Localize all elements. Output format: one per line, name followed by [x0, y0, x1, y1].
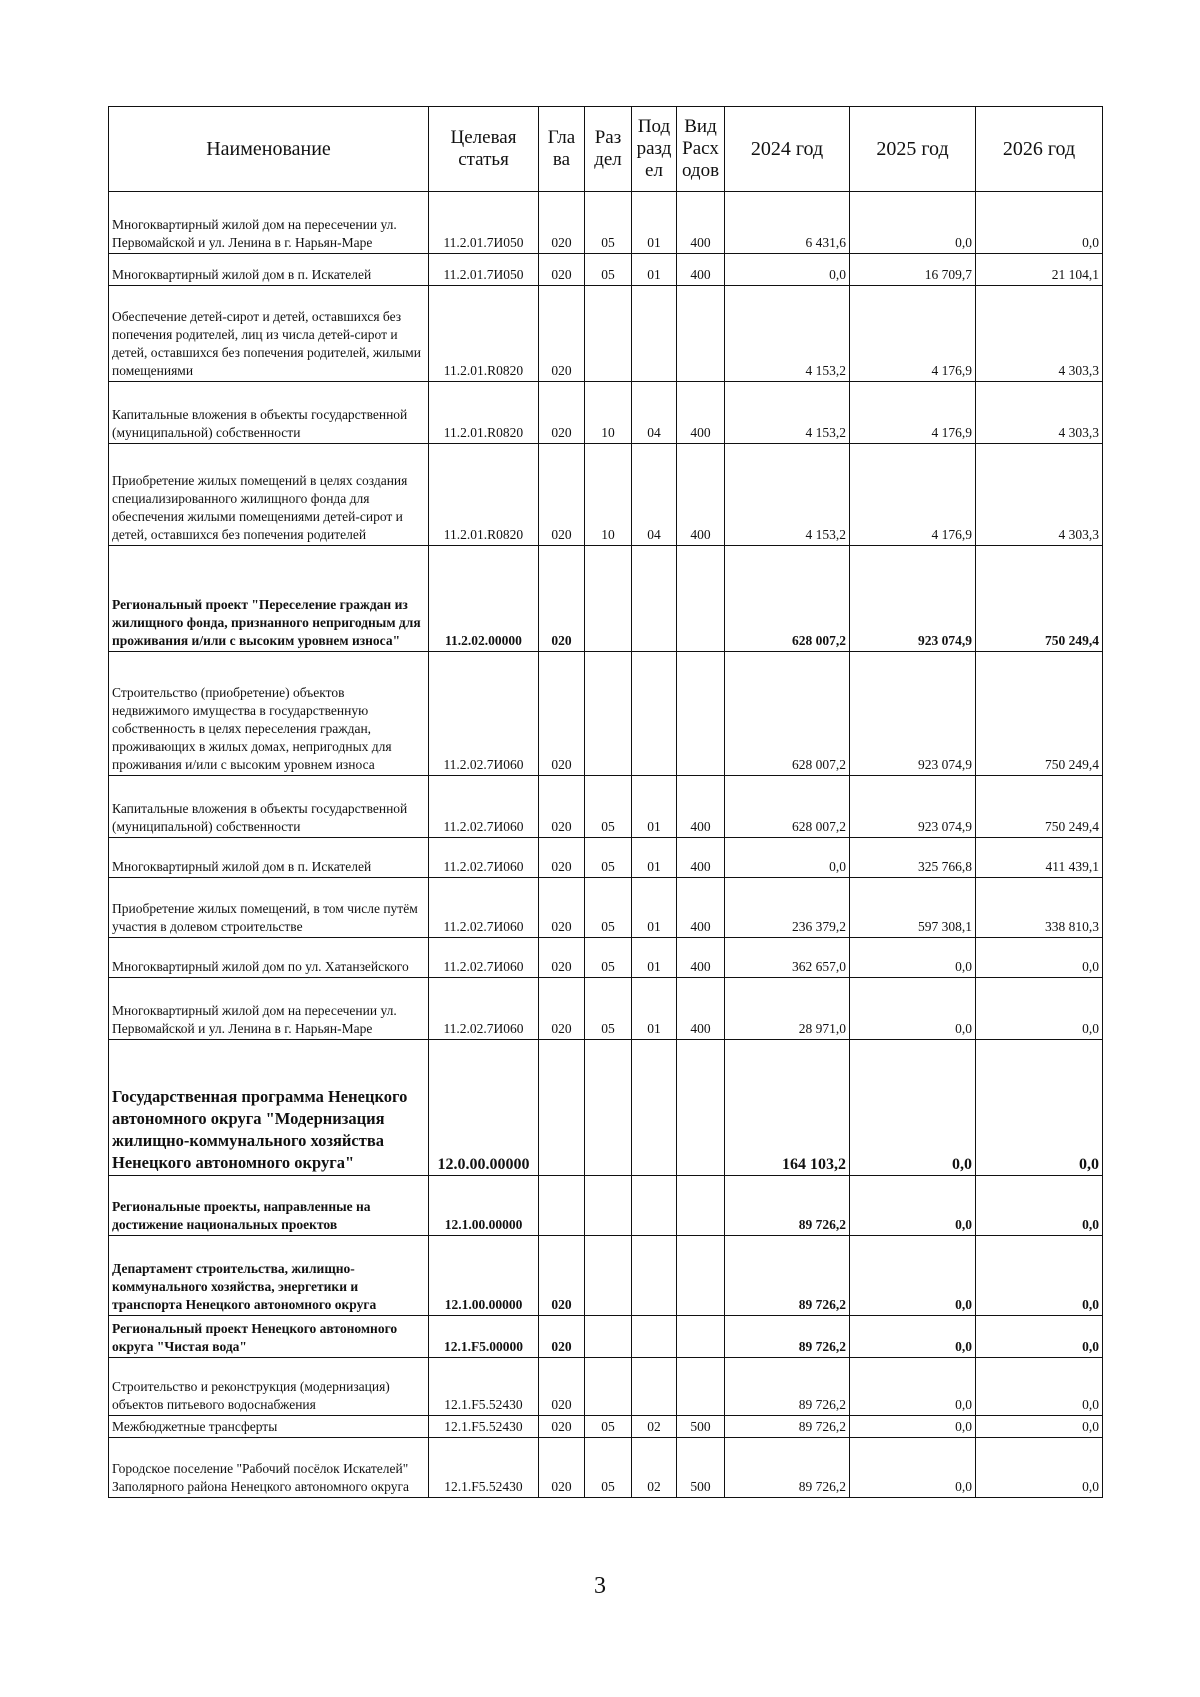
cell-y2024: 362 657,0 [725, 938, 850, 978]
cell-target: 11.2.02.7И060 [429, 652, 539, 776]
cell-y2025: 0,0 [850, 938, 976, 978]
cell-target: 11.2.01.R0820 [429, 286, 539, 382]
table-row [109, 1040, 1103, 1176]
cell-vid [677, 286, 725, 382]
cell-glava: 020 [539, 444, 585, 546]
cell-razdel: 05 [585, 878, 632, 938]
cell-y2026: 750 249,4 [976, 652, 1103, 776]
cell-y2026: 750 249,4 [976, 776, 1103, 838]
page-number: 3 [594, 1573, 606, 1599]
cell-y2026: 750 249,4 [976, 546, 1103, 652]
cell-razdel [585, 1236, 632, 1316]
cell-razdel: 05 [585, 192, 632, 254]
cell-name: Многоквартирный жилой дом в п. Искателей [109, 254, 429, 286]
table-row [109, 546, 1103, 652]
cell-y2026: 4 303,3 [976, 444, 1103, 546]
header-2024: 2024 год [725, 107, 850, 192]
cell-razdel [585, 546, 632, 652]
cell-glava: 020 [539, 878, 585, 938]
cell-name: Многоквартирный жилой дом на пересечении ул. Первомайской и ул. Ленина в г. Нарьян-Маре [109, 192, 429, 254]
cell-vid [677, 546, 725, 652]
cell-y2024: 628 007,2 [725, 546, 850, 652]
cell-razdel: 10 [585, 444, 632, 546]
cell-target: 11.2.01.R0820 [429, 382, 539, 444]
cell-y2024: 28 971,0 [725, 978, 850, 1040]
header-row [109, 107, 1103, 192]
cell-target: 12.0.00.00000 [429, 1040, 539, 1176]
budget-table [108, 106, 1103, 1498]
cell-glava: 020 [539, 838, 585, 878]
cell-podrazdel [632, 1236, 677, 1316]
cell-target: 11.2.02.7И060 [429, 776, 539, 838]
cell-glava: 020 [539, 286, 585, 382]
table-row [109, 444, 1103, 546]
cell-y2024: 89 726,2 [725, 1416, 850, 1438]
cell-vid [677, 1176, 725, 1236]
cell-y2024: 164 103,2 [725, 1040, 850, 1176]
cell-y2024: 236 379,2 [725, 878, 850, 938]
cell-podrazdel [632, 1176, 677, 1236]
cell-vid: 400 [677, 776, 725, 838]
cell-name: Капитальные вложения в объекты государственной (муниципальной) собственности [109, 382, 429, 444]
cell-vid: 500 [677, 1438, 725, 1498]
cell-glava: 020 [539, 776, 585, 838]
cell-y2026: 21 104,1 [976, 254, 1103, 286]
cell-y2026: 4 303,3 [976, 286, 1103, 382]
cell-name: Департамент строительства, жилищно-коммунального хозяйства, энергетики и транспорта Ненецкого автономного округа [109, 1236, 429, 1316]
cell-vid: 400 [677, 978, 725, 1040]
cell-razdel: 05 [585, 838, 632, 878]
cell-y2025: 16 709,7 [850, 254, 976, 286]
cell-name: Региональные проекты, направленные на достижение национальных проектов [109, 1176, 429, 1236]
header-razdel: Раз дел [585, 107, 632, 192]
cell-podrazdel [632, 652, 677, 776]
cell-podrazdel: 04 [632, 382, 677, 444]
cell-name: Приобретение жилых помещений в целях создания специализированного жилищного фонда для обеспечения жилыми помещениями детей-сирот и детей, оставшихся без попечения родителей [109, 444, 429, 546]
cell-y2026: 0,0 [976, 1358, 1103, 1416]
table-row [109, 776, 1103, 838]
cell-razdel [585, 1358, 632, 1416]
cell-glava: 020 [539, 1236, 585, 1316]
cell-y2024: 6 431,6 [725, 192, 850, 254]
cell-y2025: 0,0 [850, 1438, 976, 1498]
cell-y2024: 0,0 [725, 254, 850, 286]
cell-razdel: 10 [585, 382, 632, 444]
cell-y2025: 0,0 [850, 192, 976, 254]
cell-target: 12.1.00.00000 [429, 1176, 539, 1236]
cell-y2024: 628 007,2 [725, 652, 850, 776]
table-row [109, 838, 1103, 878]
cell-target: 11.2.01.7И050 [429, 254, 539, 286]
cell-razdel [585, 1176, 632, 1236]
cell-razdel: 05 [585, 254, 632, 286]
header-podrazdel: Под разд ел [632, 107, 677, 192]
cell-glava: 020 [539, 1416, 585, 1438]
cell-y2025: 923 074,9 [850, 652, 976, 776]
cell-podrazdel [632, 546, 677, 652]
cell-name: Государственная программа Ненецкого автономного округа "Модернизация жилищно-коммунального хозяйства Ненецкого автономного округа" [109, 1040, 429, 1176]
cell-podrazdel: 01 [632, 192, 677, 254]
cell-name: Региональный проект "Переселение граждан из жилищного фонда, признанного непригодным для проживания и/или с высоким уровнем износа" [109, 546, 429, 652]
table-row [109, 286, 1103, 382]
cell-podrazdel: 01 [632, 878, 677, 938]
cell-razdel [585, 1040, 632, 1176]
cell-target: 11.2.02.7И060 [429, 878, 539, 938]
cell-vid: 500 [677, 1416, 725, 1438]
cell-podrazdel: 04 [632, 444, 677, 546]
cell-podrazdel [632, 286, 677, 382]
header-vid: Вид Расх одов [677, 107, 725, 192]
cell-target: 12.1.F5.00000 [429, 1316, 539, 1358]
cell-target: 12.1.F5.52430 [429, 1358, 539, 1416]
cell-vid [677, 1358, 725, 1416]
cell-target: 11.2.02.7И060 [429, 838, 539, 878]
cell-vid [677, 1040, 725, 1176]
cell-vid: 400 [677, 444, 725, 546]
cell-podrazdel: 01 [632, 938, 677, 978]
cell-glava: 020 [539, 1316, 585, 1358]
cell-target: 11.2.01.7И050 [429, 192, 539, 254]
cell-target: 11.2.02.7И060 [429, 978, 539, 1040]
cell-y2026: 4 303,3 [976, 382, 1103, 444]
cell-razdel: 05 [585, 776, 632, 838]
cell-y2025: 597 308,1 [850, 878, 976, 938]
cell-glava: 020 [539, 978, 585, 1040]
cell-y2026: 338 810,3 [976, 878, 1103, 938]
header-2026: 2026 год [976, 107, 1103, 192]
cell-y2024: 89 726,2 [725, 1176, 850, 1236]
cell-glava: 020 [539, 1358, 585, 1416]
cell-y2024: 89 726,2 [725, 1236, 850, 1316]
table-row [109, 1316, 1103, 1358]
cell-y2024: 89 726,2 [725, 1438, 850, 1498]
cell-name: Приобретение жилых помещений, в том числе путём участия в долевом строительстве [109, 878, 429, 938]
table-row [109, 978, 1103, 1040]
cell-razdel: 05 [585, 1416, 632, 1438]
cell-y2025: 923 074,9 [850, 776, 976, 838]
cell-name: Многоквартирный жилой дом в п. Искателей [109, 838, 429, 878]
cell-glava: 020 [539, 1438, 585, 1498]
cell-y2026: 411 439,1 [976, 838, 1103, 878]
cell-vid: 400 [677, 192, 725, 254]
cell-y2024: 4 153,2 [725, 382, 850, 444]
cell-vid: 400 [677, 382, 725, 444]
cell-target: 12.1.F5.52430 [429, 1438, 539, 1498]
cell-vid: 400 [677, 878, 725, 938]
cell-y2024: 89 726,2 [725, 1358, 850, 1416]
cell-y2025: 4 176,9 [850, 286, 976, 382]
table-row [109, 652, 1103, 776]
header-glava: Гла ва [539, 107, 585, 192]
cell-y2024: 4 153,2 [725, 444, 850, 546]
cell-y2026: 0,0 [976, 192, 1103, 254]
cell-y2025: 0,0 [850, 978, 976, 1040]
cell-y2026: 0,0 [976, 1040, 1103, 1176]
cell-vid: 400 [677, 254, 725, 286]
cell-razdel: 05 [585, 938, 632, 978]
cell-podrazdel [632, 1040, 677, 1176]
cell-razdel [585, 286, 632, 382]
cell-vid [677, 1316, 725, 1358]
cell-name: Многоквартирный жилой дом на пересечении ул. Первомайской и ул. Ленина в г. Нарьян-Маре [109, 978, 429, 1040]
cell-y2026: 0,0 [976, 978, 1103, 1040]
cell-podrazdel [632, 1316, 677, 1358]
cell-glava: 020 [539, 546, 585, 652]
cell-podrazdel: 01 [632, 838, 677, 878]
cell-name: Строительство и реконструкция (модернизация) объектов питьевого водоснабжения [109, 1358, 429, 1416]
cell-podrazdel: 02 [632, 1438, 677, 1498]
cell-vid [677, 1236, 725, 1316]
cell-y2025: 0,0 [850, 1040, 976, 1176]
cell-name: Межбюджетные трансферты [109, 1416, 429, 1438]
cell-y2025: 923 074,9 [850, 546, 976, 652]
cell-y2026: 0,0 [976, 1176, 1103, 1236]
cell-podrazdel: 01 [632, 254, 677, 286]
cell-vid: 400 [677, 838, 725, 878]
cell-vid [677, 652, 725, 776]
cell-y2024: 4 153,2 [725, 286, 850, 382]
cell-name: Городское поселение "Рабочий посёлок Искателей" Заполярного района Ненецкого автономного округа [109, 1438, 429, 1498]
cell-podrazdel: 01 [632, 776, 677, 838]
cell-razdel: 05 [585, 978, 632, 1040]
table-row [109, 382, 1103, 444]
header-name: Наименование [109, 107, 429, 192]
cell-glava: 020 [539, 938, 585, 978]
cell-y2026: 0,0 [976, 1416, 1103, 1438]
cell-glava [539, 1040, 585, 1176]
cell-podrazdel: 01 [632, 978, 677, 1040]
cell-glava: 020 [539, 382, 585, 444]
cell-y2025: 0,0 [850, 1316, 976, 1358]
cell-y2025: 0,0 [850, 1358, 976, 1416]
cell-razdel [585, 652, 632, 776]
cell-y2026: 0,0 [976, 1236, 1103, 1316]
cell-y2025: 325 766,8 [850, 838, 976, 878]
cell-target: 11.2.01.R0820 [429, 444, 539, 546]
table-row [109, 1438, 1103, 1498]
cell-glava: 020 [539, 254, 585, 286]
header-2025: 2025 год [850, 107, 976, 192]
cell-target: 11.2.02.7И060 [429, 938, 539, 978]
cell-y2026: 0,0 [976, 1316, 1103, 1358]
cell-name: Обеспечение детей-сирот и детей, оставшихся без попечения родителей, лиц из числа детей-сирот и детей, оставшихся без попечения родителей, жилыми помещениями [109, 286, 429, 382]
cell-y2025: 0,0 [850, 1176, 976, 1236]
table-row [109, 878, 1103, 938]
table-row [109, 1358, 1103, 1416]
cell-y2024: 628 007,2 [725, 776, 850, 838]
cell-y2024: 89 726,2 [725, 1316, 850, 1358]
table-row [109, 938, 1103, 978]
cell-name: Капитальные вложения в объекты государственной (муниципальной) собственности [109, 776, 429, 838]
cell-razdel [585, 1316, 632, 1358]
cell-glava [539, 1176, 585, 1236]
cell-target: 11.2.02.00000 [429, 546, 539, 652]
cell-target: 12.1.F5.52430 [429, 1416, 539, 1438]
header-target: Целевая статья [429, 107, 539, 192]
cell-razdel: 05 [585, 1438, 632, 1498]
cell-y2025: 0,0 [850, 1236, 976, 1316]
table-row [109, 192, 1103, 254]
cell-glava: 020 [539, 652, 585, 776]
cell-y2026: 0,0 [976, 1438, 1103, 1498]
cell-glava: 020 [539, 192, 585, 254]
cell-name: Региональный проект Ненецкого автономного округа "Чистая вода" [109, 1316, 429, 1358]
table-row [109, 1176, 1103, 1236]
cell-y2026: 0,0 [976, 938, 1103, 978]
cell-y2025: 0,0 [850, 1416, 976, 1438]
table-row [109, 254, 1103, 286]
cell-name: Многоквартирный жилой дом по ул. Хатанзейского [109, 938, 429, 978]
cell-y2025: 4 176,9 [850, 382, 976, 444]
cell-name: Строительство (приобретение) объектов недвижимого имущества в государственную собственность в целях переселения граждан, проживающих в жилых домах, непригодных для проживания и/или с высоким уровнем износа [109, 652, 429, 776]
cell-y2025: 4 176,9 [850, 444, 976, 546]
cell-y2024: 0,0 [725, 838, 850, 878]
cell-target: 12.1.00.00000 [429, 1236, 539, 1316]
table-row [109, 1416, 1103, 1438]
table-row [109, 1236, 1103, 1316]
cell-podrazdel [632, 1358, 677, 1416]
cell-vid: 400 [677, 938, 725, 978]
cell-podrazdel: 02 [632, 1416, 677, 1438]
